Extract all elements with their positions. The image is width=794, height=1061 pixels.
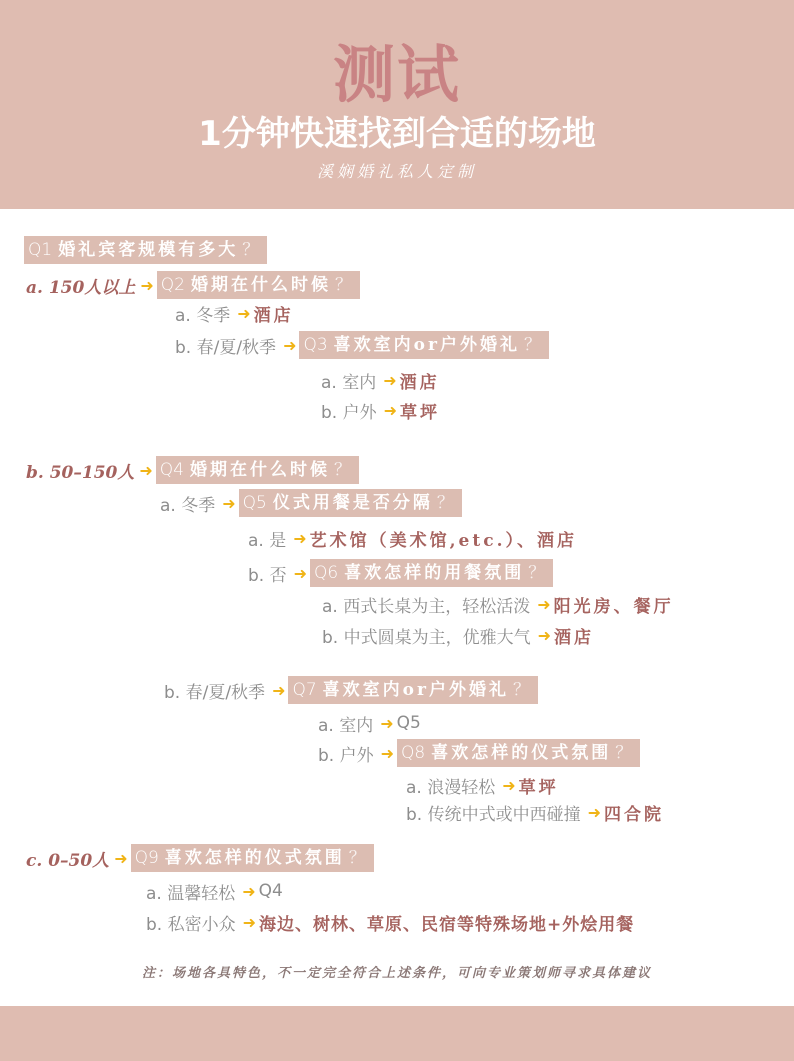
- option-spring-summer-autumn: [175, 331, 549, 359]
- result-text: 海边、树林、草原、民宿等特殊场地+外烩用餐: [259, 914, 635, 935]
- arrow-right-icon: ➜: [587, 802, 602, 822]
- option-label: a. 室内: [321, 372, 377, 393]
- option-label: b. 50–150人: [26, 462, 135, 483]
- result-text: 艺术馆（美术馆,etc.）、酒店: [309, 530, 577, 551]
- question-number: Q2: [160, 275, 185, 295]
- option-yes: [248, 524, 577, 552]
- question-text: 仪式用餐是否分隔: [272, 493, 433, 513]
- question-text: 喜欢室内or户外婚礼: [333, 335, 520, 355]
- option-label: b. 户外: [318, 745, 374, 766]
- arrow-right-icon: ➜: [537, 625, 552, 645]
- option-outdoor: [318, 739, 640, 767]
- option-label: b. 私密小众: [146, 914, 236, 935]
- question-box: [156, 456, 359, 484]
- question-number: Q5: [242, 493, 267, 513]
- result-text: 阳光房、餐厅: [553, 596, 674, 617]
- arrow-right-icon: ➜: [293, 528, 307, 548]
- option-chinese-table: [322, 621, 594, 649]
- page-title: 测试: [332, 38, 461, 111]
- question-mark: ？: [512, 680, 530, 700]
- option-winter: [160, 489, 462, 517]
- question-number: Q4: [159, 460, 184, 480]
- question-mark: ？: [334, 275, 352, 295]
- option-label: a. 150人以上: [26, 277, 136, 298]
- result-text: 草坪: [518, 777, 559, 798]
- question-box: [310, 559, 553, 587]
- option-label: b. 传统中式或中西碰撞: [406, 804, 581, 825]
- option-spring-summer-autumn: [164, 676, 538, 704]
- question-mark: ？: [523, 335, 541, 355]
- question-box: [239, 489, 462, 517]
- option-cozy: [146, 877, 283, 905]
- question-mark: ？: [615, 743, 633, 763]
- question-text: 喜欢室内or户外婚礼: [322, 680, 509, 700]
- option-label: a. 是: [248, 530, 287, 551]
- question-mark: ？: [528, 563, 546, 583]
- question-box: [397, 739, 640, 767]
- result-text: Q5: [396, 713, 421, 733]
- option-50-150: [26, 456, 359, 484]
- option-label: a. 浪漫轻松: [406, 777, 496, 798]
- question-number: Q8: [401, 743, 426, 763]
- question-box: [24, 236, 267, 264]
- option-label: b. 春/夏/秋季: [164, 682, 266, 703]
- option-label: b. 否: [248, 565, 287, 586]
- option-0-50: [26, 844, 374, 872]
- option-indoor: [321, 366, 440, 394]
- arrow-right-icon: ➜: [139, 460, 153, 480]
- question-box: [157, 271, 360, 299]
- question-text: 婚期在什么时候: [189, 460, 330, 480]
- option-no: [248, 559, 553, 587]
- brand-signature: 溪娴婚礼私人定制: [316, 162, 477, 181]
- result-text: 酒店: [253, 305, 294, 326]
- option-label: c. 0–50人: [26, 850, 110, 871]
- result-text: 酒店: [554, 627, 595, 648]
- arrow-right-icon: ➜: [380, 713, 394, 733]
- question-number: Q1: [28, 240, 53, 260]
- arrow-right-icon: ➜: [502, 775, 516, 795]
- option-label: b. 春/夏/秋季: [175, 337, 277, 358]
- question-mark: ？: [436, 493, 454, 513]
- arrow-right-icon: ➜: [237, 303, 251, 323]
- question-text: 喜欢怎样的用餐氛围: [344, 563, 525, 583]
- option-label: a. 室内: [318, 715, 374, 736]
- result-text: 四合院: [604, 804, 665, 825]
- option-label: b. 中式圆桌为主，优雅大气: [322, 627, 531, 648]
- arrow-right-icon: ➜: [242, 912, 257, 932]
- page-subtitle: 1分钟快速找到合适的场地: [198, 114, 596, 154]
- option-label: a. 冬季: [175, 305, 231, 326]
- question-number: Q3: [303, 335, 328, 355]
- question-mark: ？: [348, 848, 366, 868]
- option-private: [146, 908, 634, 936]
- question-text: 喜欢怎样的仪式氛围: [431, 743, 612, 763]
- question-q1: [24, 236, 267, 264]
- option-label: a. 温馨轻松: [146, 883, 236, 904]
- option-western-table: [322, 590, 674, 618]
- question-box: [288, 676, 538, 704]
- arrow-right-icon: ➜: [140, 275, 154, 295]
- option-label: a. 冬季: [160, 495, 216, 516]
- arrow-right-icon: ➜: [222, 493, 236, 513]
- option-romantic: [406, 771, 559, 799]
- question-text: 喜欢怎样的仪式氛围: [164, 848, 345, 868]
- footer-band: [0, 1006, 794, 1061]
- option-outdoor: [321, 396, 440, 424]
- question-box: [299, 331, 549, 359]
- result-text: 草坪: [400, 402, 441, 423]
- option-indoor: [318, 709, 421, 737]
- footnote: 注：场地各具特色，不一定完全符合上述条件，可向专业策划师寻求具体建议: [141, 966, 652, 981]
- arrow-right-icon: ➜: [383, 400, 398, 420]
- option-label: b. 户外: [321, 402, 377, 423]
- result-text: 酒店: [399, 372, 440, 393]
- arrow-right-icon: ➜: [114, 848, 128, 868]
- arrow-right-icon: ➜: [380, 743, 395, 763]
- arrow-right-icon: ➜: [272, 680, 286, 700]
- option-winter: [175, 299, 294, 327]
- arrow-right-icon: ➜: [283, 335, 297, 355]
- question-number: Q7: [292, 680, 317, 700]
- arrow-right-icon: ➜: [242, 881, 256, 901]
- option-150-plus: [26, 271, 360, 299]
- question-text: 婚礼宾客规模有多大: [58, 240, 239, 260]
- question-mark: ？: [242, 240, 260, 260]
- option-traditional: [406, 798, 664, 826]
- question-mark: ？: [333, 460, 351, 480]
- question-number: Q9: [134, 848, 159, 868]
- question-box: [131, 844, 374, 872]
- result-text: Q4: [258, 881, 283, 901]
- question-text: 婚期在什么时候: [190, 275, 331, 295]
- question-number: Q6: [314, 563, 339, 583]
- arrow-right-icon: ➜: [537, 594, 551, 614]
- arrow-right-icon: ➜: [293, 563, 308, 583]
- arrow-right-icon: ➜: [383, 370, 397, 390]
- option-label: a. 西式长桌为主，轻松活泼: [322, 596, 531, 617]
